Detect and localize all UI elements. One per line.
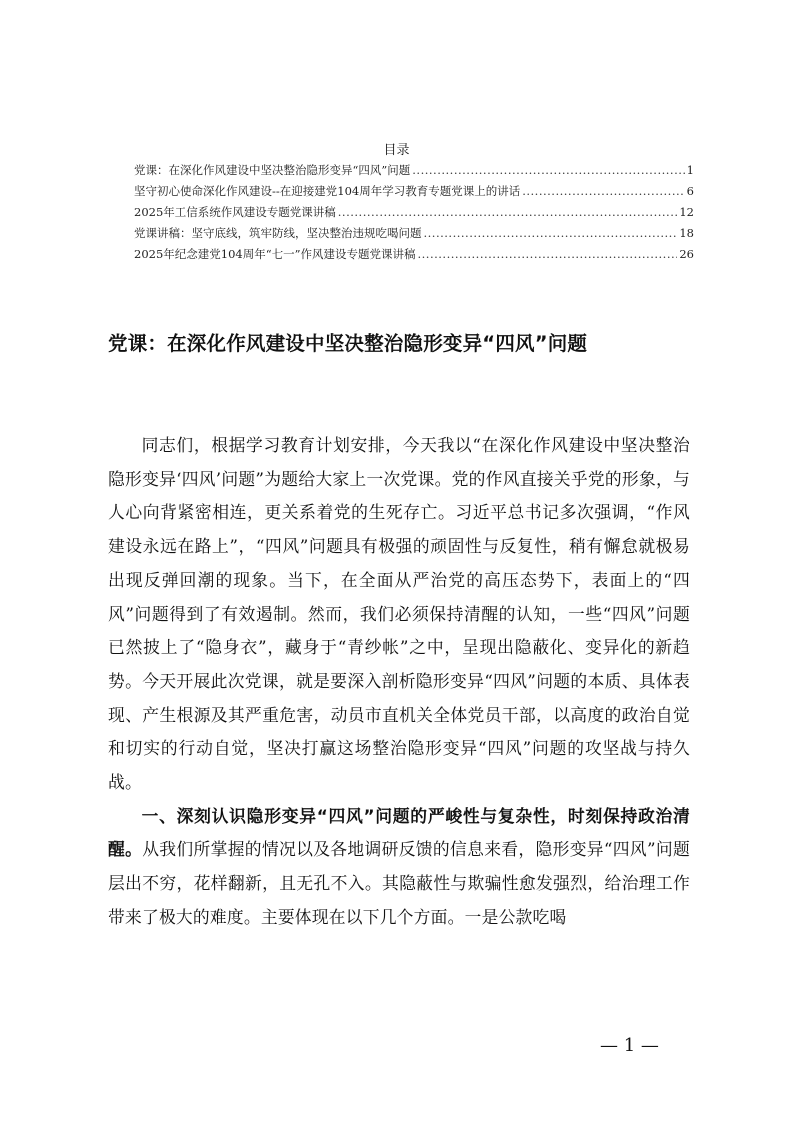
toc-entry[interactable] <box>134 246 694 267</box>
toc-title: 目录 <box>383 143 410 158</box>
toc-entry[interactable] <box>134 204 694 225</box>
toc-entry[interactable] <box>134 183 694 204</box>
toc-entry-page: 6 <box>686 184 694 198</box>
toc-entry[interactable] <box>134 225 694 246</box>
toc-entry-title: 党课讲稿：坚守底线，筑牢防线，坚决整治违规吃喝问题 <box>134 226 422 240</box>
toc-leader-dots <box>522 184 684 198</box>
article-heading: 党课：在深化作风建设中坚决整治隐形变异“四风”问题 <box>108 332 588 355</box>
toc-entry-page: 12 <box>679 205 694 219</box>
toc-entry-title: 2025年纪念建党104周年“七一”作风建设专题党课讲稿 <box>134 247 416 261</box>
toc-entry-title: 党课：在深化作风建设中坚决整治隐形变异“四风”问题 <box>134 163 411 177</box>
section-heading: 一、深刻认识隐形变异“四风”问题的严峻性与复杂性，时刻保持政治清醒。 <box>108 805 690 860</box>
toc-entry-page: 18 <box>679 226 694 240</box>
toc-entry-title: 2025年工信系统作风建设专题党课讲稿 <box>134 205 336 219</box>
section-text: 从我们所掌握的情况以及各地调研反馈的信息来看，隐形变异“四风”问题层出不穷，花样翻新，且无孔不入。其隐蔽性与欺骗性愈发强烈，给治理工作带来了极大的难度。主要体现在以下几个方面。一是公款吃喝 <box>108 839 690 927</box>
table-of-contents <box>134 162 694 267</box>
page-number: — 1 — <box>600 1035 659 1056</box>
toc-entry-page: 1 <box>686 163 694 177</box>
toc-leader-dots <box>417 247 677 261</box>
toc-entry-page: 26 <box>679 247 694 261</box>
toc-entry[interactable] <box>134 162 694 183</box>
article-body <box>108 429 690 935</box>
toc-entry-title: 坚守初心使命深化作风建设--在迎接建党104周年学习教育专题党课上的讲话 <box>134 184 521 198</box>
toc-leader-dots <box>412 163 684 177</box>
toc-leader-dots <box>424 226 678 240</box>
body-paragraph <box>108 800 690 935</box>
body-paragraph: 同志们，根据学习教育计划安排，今天我以“在深化作风建设中坚决整治隐形变异‘四风’问题”为题给大家上一次党课。党的作风直接关乎党的形象，与人心向背紧密相连，更关系着党的生死存亡。习近平总书记多次强调，“作风建设永远在路上”，“四风”问题具有极强的顽固性与反复性，稍有懈怠就极易出现反弹回潮的现象。当下，在全面从严治党的高压态势下，表面上的“四风”问题得到了有效遏制。然而，我们必须保持清醒的认知，一些“四风”问题已然披上了“隐身衣”，藏身于“青纱帐”之中，呈现出隐蔽化、变异化的新趋势。今天开展此次党课，就是要深入剖析隐形变异“四风”问题的本质、具体表现、产生根源及其严重危害，动员市直机关全体党员干部，以高度的政治自觉和切实的行动自觉，坚决打赢这场整治隐形变异“四风”问题的攻坚战与持久战。 <box>108 435 690 793</box>
toc-leader-dots <box>338 205 678 219</box>
